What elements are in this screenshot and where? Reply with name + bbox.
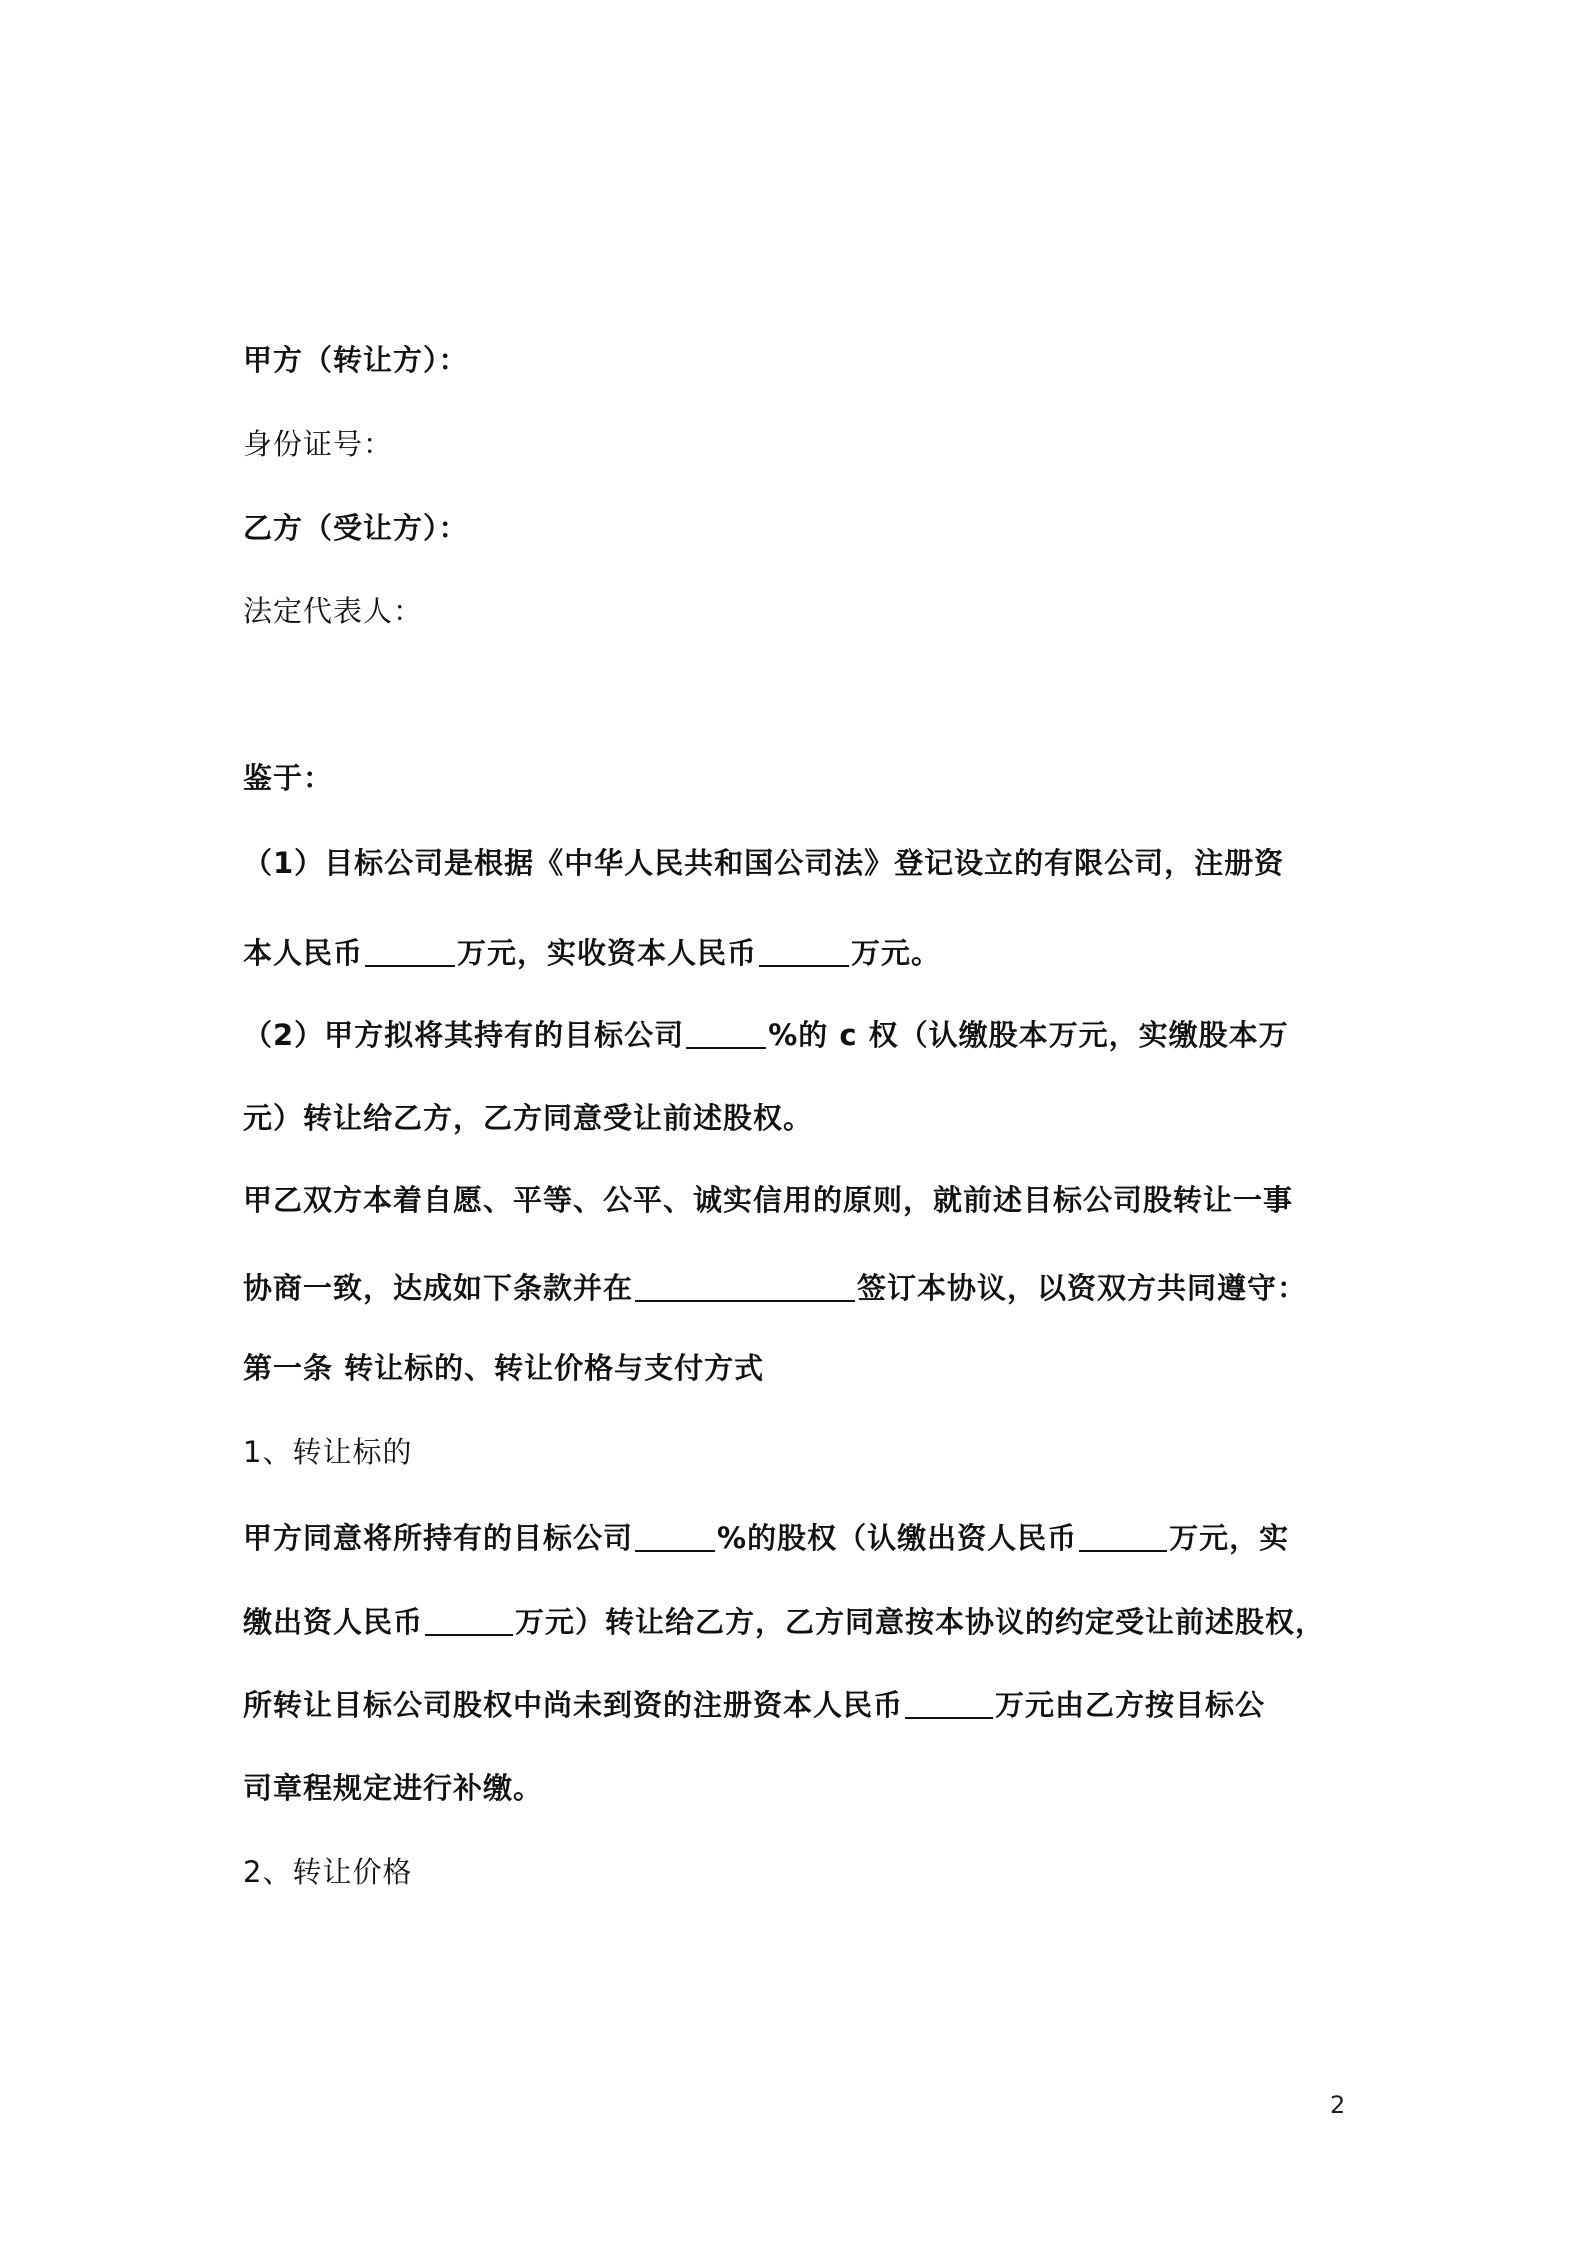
sub-1-text-b: %的股权（认缴出资人民币 xyxy=(717,1521,1078,1555)
clause-2-line-1 xyxy=(243,1015,1353,1055)
clause-1-line-1: （1）目标公司是根据《中华人民共和国公司法》登记设立的有限公司，注册资 xyxy=(243,846,1285,880)
article-1-title: 第一条 转让标的、转让价格与支付方式 xyxy=(243,1351,765,1385)
party-a-label: 甲方（转让方）： xyxy=(243,343,469,377)
agreement-text-b: 签订本协议，以资双方共同遵守： xyxy=(857,1271,1308,1305)
sub-1-para-line-4: 司章程规定进行补缴。 xyxy=(243,1771,544,1805)
blank-registered-capital[interactable] xyxy=(365,935,455,967)
sub-1-text-e: 万元）转让给乙方，乙方同意按本协议的约定受让前述股权， xyxy=(515,1605,1326,1639)
party-b-label: 乙方（受让方）： xyxy=(243,511,469,545)
sub-1-text-c: 万元，实 xyxy=(1169,1521,1290,1555)
sub-1-text-a: 甲方同意将所持有的目标公司 xyxy=(243,1521,634,1555)
clause-1-line-2 xyxy=(243,933,1353,973)
clause-2-text-b: %的 c 权（认缴股本万元，实缴股本万 xyxy=(768,1018,1289,1052)
blank-equity-percentage[interactable] xyxy=(635,1520,715,1552)
sub-1-text-f: 所转让目标公司股权中尚未到资的注册资本人民币 xyxy=(243,1688,904,1722)
sub-1-para-line-3 xyxy=(243,1685,1353,1725)
clause-1-text-b: 万元，实收资本人民币 xyxy=(457,936,758,970)
sub-2-title: 2、转让价格 xyxy=(243,1855,413,1889)
blank-signing-place[interactable] xyxy=(635,1270,855,1302)
agreement-line-2 xyxy=(243,1268,1353,1308)
blank-paid-in-capital[interactable] xyxy=(425,1604,513,1636)
agreement-text-a: 协商一致，达成如下条款并在 xyxy=(243,1271,634,1305)
sub-1-title: 1、转让标的 xyxy=(243,1435,413,1469)
page-number: 2 xyxy=(1330,2091,1346,2119)
clause-1-text-c: 万元。 xyxy=(851,936,942,970)
clause-2-line-2: 元）转让给乙方，乙方同意受让前述股权。 xyxy=(243,1101,814,1135)
clause-2-text-a: （2）甲方拟将其持有的目标公司 xyxy=(243,1018,685,1052)
blank-unpaid-capital[interactable] xyxy=(905,1687,993,1719)
sub-1-text-d: 缴出资人民币 xyxy=(243,1605,424,1639)
clause-1-text-a: 本人民币 xyxy=(243,936,364,970)
agreement-line-1: 甲乙双方本着自愿、平等、公平、诚实信用的原则，就前述目标公司股转让一事 xyxy=(243,1183,1294,1217)
sub-1-para-line-1 xyxy=(243,1518,1353,1558)
sub-1-para-line-2 xyxy=(243,1602,1353,1642)
sub-1-text-g: 万元由乙方按目标公 xyxy=(995,1688,1266,1722)
id-number-label: 身份证号： xyxy=(243,427,394,461)
blank-transfer-percentage[interactable] xyxy=(686,1017,766,1049)
legal-rep-label: 法定代表人： xyxy=(243,594,424,628)
blank-paid-capital[interactable] xyxy=(759,935,849,967)
whereas-heading: 鉴于： xyxy=(243,761,334,795)
blank-subscribed-capital[interactable] xyxy=(1079,1520,1167,1552)
